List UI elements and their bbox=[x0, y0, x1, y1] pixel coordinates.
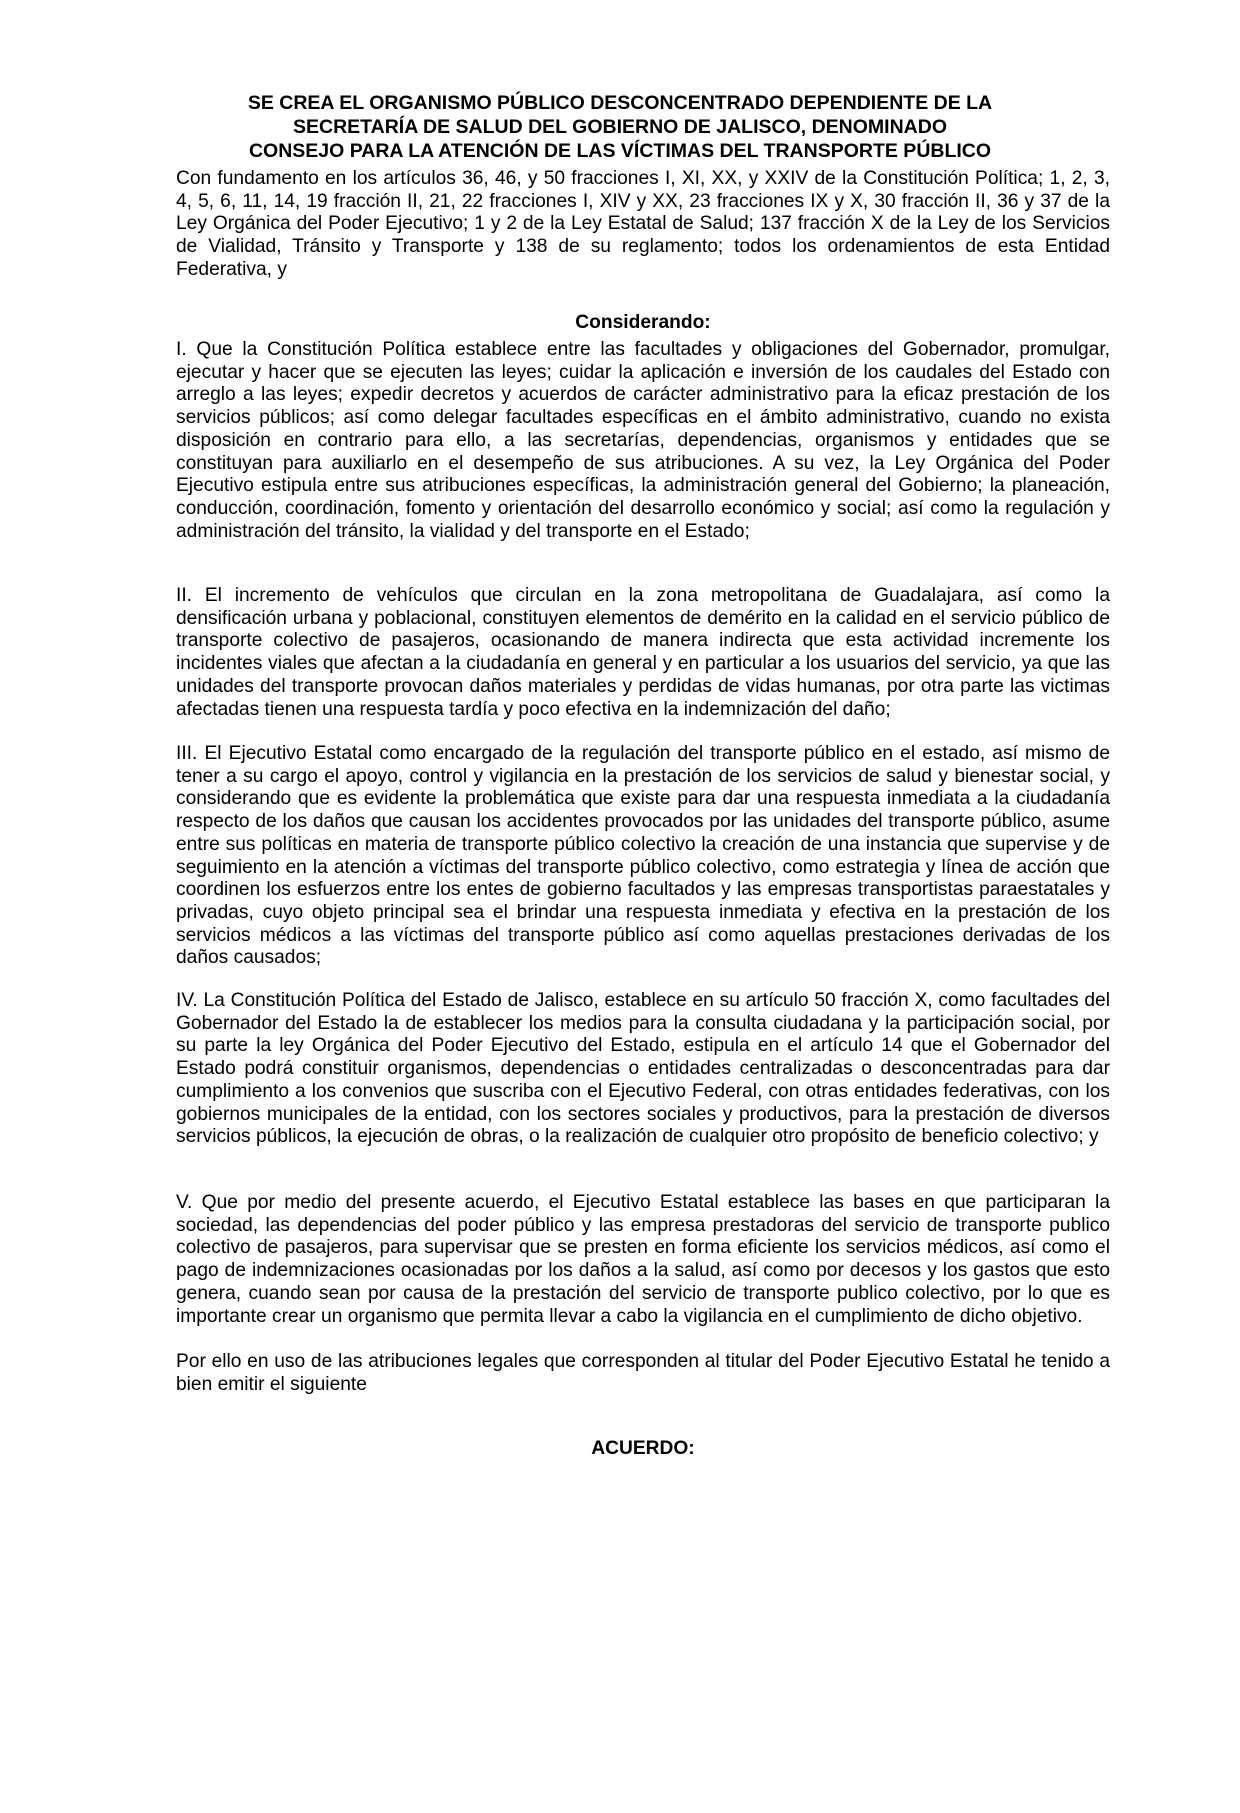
considerando-paragraph-5: V. Que por medio del presente acuerdo, el Ejecutivo Estatal establece las bases en que participaran la sociedad, las dependencias del poder público y las empresa prestadoras del servicio de transporte publico colectivo de pasajeros, para supervisar que se presten en forma eficiente los servicios médicos, así como el pago de indemnizaciones ocasionadas por los daños a la salud, así como por decesos y los gastos que esto genera, cuando sean por causa de la prestación del servicio de transporte publico colectivo, por lo que es importante crear un organismo que permita llevar a cabo la vigilancia en el cumplimiento de dicho objetivo. bbox=[176, 1192, 1110, 1327]
title-line: CONSEJO PARA LA ATENCIÓN DE LAS VÍCTIMAS DEL TRANSPORTE PÚBLICO bbox=[248, 140, 992, 162]
title-line: SECRETARÍA DE SALUD DEL GOBIERNO DE JALISCO, DENOMINADO bbox=[292, 116, 948, 138]
considerando-paragraph-1: I. Que la Constitución Política establece entre las facultades y obligaciones del Gobernador, promulgar, ejecutar y hacer que se ejecuten las leyes; cuidar la aplicación e inversión de los caudales del Estado con arreglo a las leyes; expedir decretos y acuerdos de carácter administrativo para la eficaz prestación de los servicios públicos; así como delegar facultades específicas en el ámbito administrativo, cuando no exista disposición en contrario para ello, a las secretarías, dependencias, organismos y entidades que se constituyan para auxiliarlo en el desempeño de sus atribuciones. A su vez, la Ley Orgánica del Poder Ejecutivo estipula entre sus atribuciones específicas, la administración general del Gobierno; la planeación, conducción, coordinación, fomento y orientación del desarrollo económico y social; así como la regulación y administración del tránsito, la vialidad y del transporte en el Estado; bbox=[176, 339, 1110, 542]
considerando-heading: Considerando: bbox=[575, 312, 711, 333]
considerando-paragraph-3: III. El Ejecutivo Estatal como encargado de la regulación del transporte público en el estado, así mismo de tener a su cargo el apoyo, control y vigilancia en la prestación de los servicios de salud y bienestar social, y considerando que es evidente la problemática que existe para dar una respuesta inmediata a la ciudadanía respecto de los daños que causan los accidentes provocados por las unidades del transporte público, asume entre sus políticas en materia de transporte público colectivo la creación de una instancia que supervise y de seguimiento en la atención a víctimas del transporte público colectivo, como estrategia y línea de acción que coordinen los esfuerzos entre los entes de gobierno facultados y las empresas transportistas paraestatales y privadas, cuyo objeto principal sea el brindar una respuesta inmediata y efectiva en la prestación de los servicios médicos a las víctimas del transporte público así como aquellas prestaciones derivadas de los daños causados; bbox=[176, 743, 1110, 969]
title-line: SE CREA EL ORGANISMO PÚBLICO DESCONCENTRADO DEPENDIENTE DE LA bbox=[247, 92, 993, 114]
document-title bbox=[176, 91, 1064, 163]
preamble-paragraph: Con fundamento en los artículos 36, 46, y 50 fracciones I, XI, XX, y XXIV de la Constitución Política; 1, 2, 3, 4, 5, 6, 11, 14, 19 fracción II, 21, 22 fracciones I, XIV y XX, 23 fracciones IX y X, 30 fracción II, 36 y 37 de la Ley Orgánica del Poder Ejecutivo; 1 y 2 de la Ley Estatal de Salud; 137 fracción X de la Ley de los Servicios de Vialidad, Tránsito y Transporte y 138 de su reglamento; todos los ordenamientos de esta Entidad Federativa, y bbox=[176, 168, 1110, 280]
acuerdo-heading: ACUERDO: bbox=[591, 1438, 695, 1459]
considerando-paragraph-2: II. El incremento de vehículos que circulan en la zona metropolitana de Guadalajara, así como la densificación urbana y poblacional, constituyen elementos de demérito en la calidad en el servicio público de transporte colectivo de pasajeros, ocasionando de manera indirecta que esta actividad incremente los incidentes viales que afectan a la ciudadanía en general y en particular a los usuarios del servicio, ya que las unidades del transporte provocan daños materiales y perdidas de vidas humanas, por otra parte las victimas afectadas tienen una respuesta tardía y poco efectiva en la indemnización del daño; bbox=[176, 585, 1110, 720]
closing-paragraph: Por ello en uso de las atribuciones legales que corresponden al titular del Poder Ejecutivo Estatal he tenido a bien emitir el siguiente bbox=[176, 1351, 1110, 1395]
considerando-paragraph-4: IV. La Constitución Política del Estado de Jalisco, establece en su artículo 50 fracción X, como facultades del Gobernador del Estado la de establecer los medios para la consulta ciudadana y la participación social, por su parte la ley Orgánica del Poder Ejecutivo del Estado, estipula en el artículo 14 que el Gobernador del Estado podrá constituir organismos, dependencias o entidades centralizadas o desconcentradas para dar cumplimiento a los convenios que suscriba con el Ejecutivo Federal, con otras entidades federativas, con los gobiernos municipales de la entidad, con los sectores sociales y productivos, para la prestación de diversos servicios públicos, la ejecución de obras, o la realización de cualquier otro propósito de beneficio colectivo; y bbox=[176, 990, 1110, 1148]
